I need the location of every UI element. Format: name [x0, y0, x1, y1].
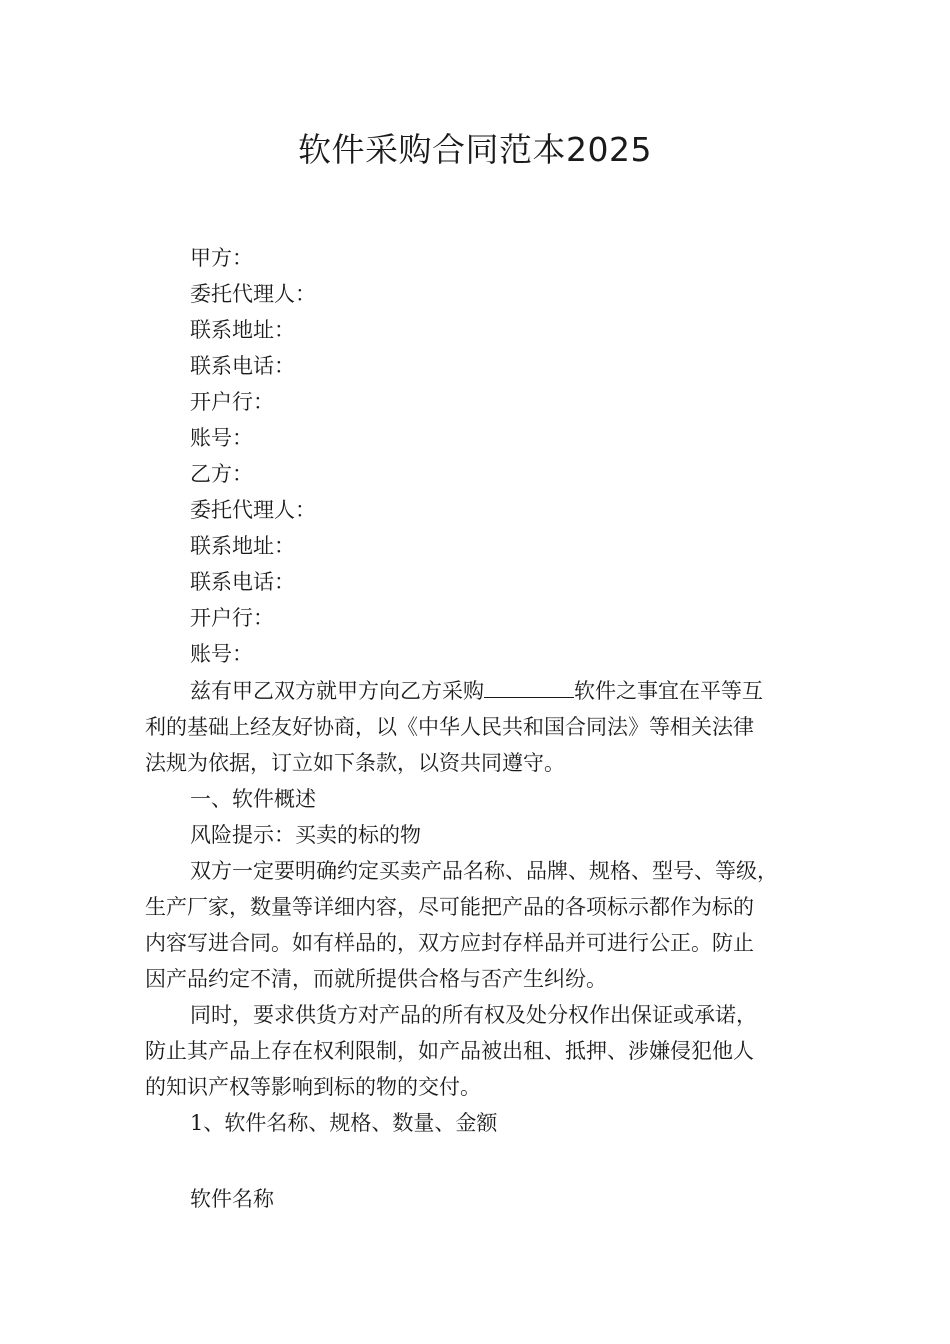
- table-header-software-name: 软件名称: [190, 1187, 274, 1211]
- item-1-heading: 1、软件名称、规格、数量、金额: [190, 1111, 498, 1135]
- document-title: 软件采购合同范本2025: [298, 130, 652, 169]
- para-2-line-3: 的知识产权等影响到标的物的交付。: [145, 1075, 481, 1099]
- risk-notice-label: 风险提示：买卖的标的物: [190, 823, 421, 847]
- section-1-heading: 一、软件概述: [190, 787, 316, 811]
- party-b-account-label: 账号：: [190, 642, 253, 666]
- party-b-bank-label: 开户行：: [190, 606, 274, 630]
- preamble-line-1: [190, 677, 763, 705]
- para-1-line-3: 内容写进合同。如有样品的，双方应封存样品并可进行公正。防止: [145, 931, 754, 955]
- para-2-line-2: 防止其产品上存在权利限制，如产品被出租、抵押、涉嫌侵犯他人: [145, 1039, 754, 1063]
- preamble-line-1-before: 兹有甲乙双方就甲方向乙方采购: [190, 679, 484, 703]
- party-a-address-label: 联系地址：: [190, 318, 295, 342]
- party-a-bank-label: 开户行：: [190, 390, 274, 414]
- party-b-address-label: 联系地址：: [190, 534, 295, 558]
- preamble-line-1-after: 软件之事宜在平等互: [574, 679, 763, 703]
- preamble-line-2: 利的基础上经友好协商，以《中华人民共和国合同法》等相关法律: [145, 715, 754, 739]
- party-a-phone-label: 联系电话：: [190, 354, 295, 378]
- party-a-name-label: 甲方：: [190, 246, 253, 270]
- party-a-agent-label: 委托代理人：: [190, 282, 316, 306]
- preamble-line-3: 法规为依据，订立如下条款，以资共同遵守。: [145, 751, 565, 775]
- para-1-line-2: 生产厂家，数量等详细内容，尽可能把产品的各项标示都作为标的: [145, 895, 754, 919]
- party-b-phone-label: 联系电话：: [190, 570, 295, 594]
- party-b-name-label: 乙方：: [190, 462, 253, 486]
- software-name-blank: [484, 677, 574, 698]
- party-b-agent-label: 委托代理人：: [190, 498, 316, 522]
- para-2-line-1: 同时，要求供货方对产品的所有权及处分权作出保证或承诺，: [190, 1003, 757, 1027]
- para-1-line-4: 因产品约定不清，而就所提供合格与否产生纠纷。: [145, 967, 607, 991]
- party-a-account-label: 账号：: [190, 426, 253, 450]
- para-1-line-1: 双方一定要明确约定买卖产品名称、品牌、规格、型号、等级，: [190, 859, 778, 883]
